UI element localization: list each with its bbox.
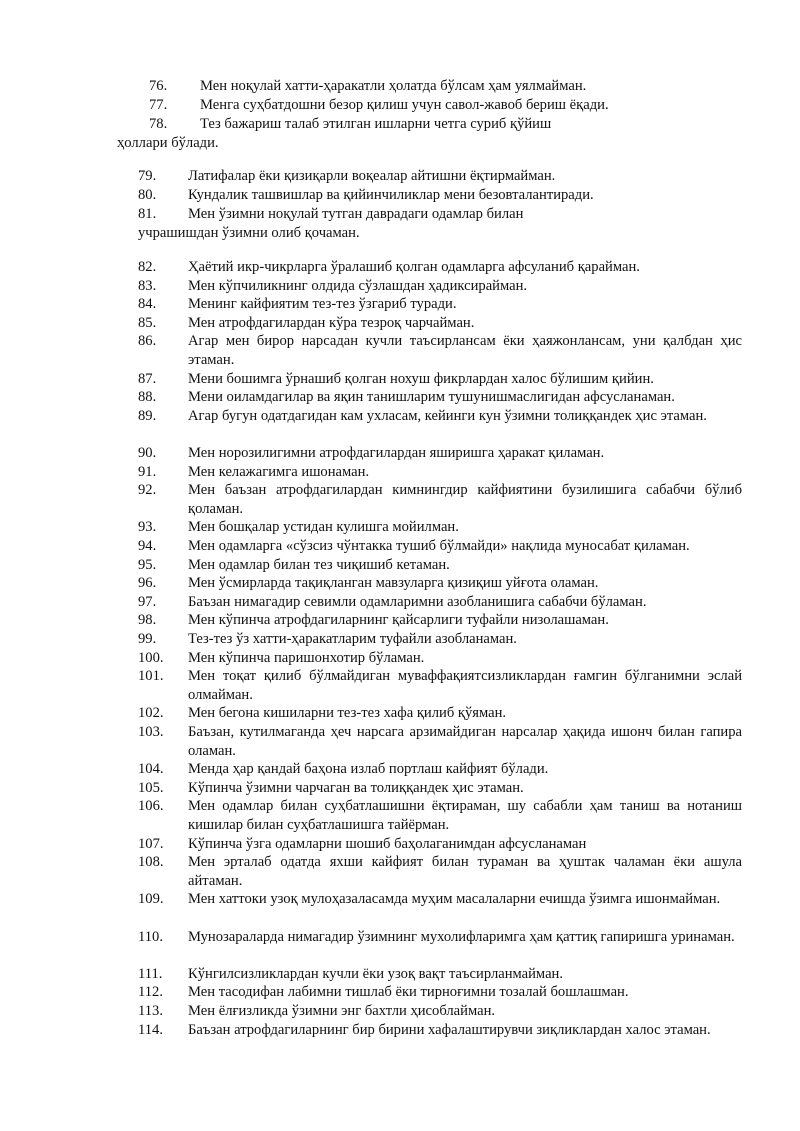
item-text: Баъзан атрофдагиларнинг бир бирини хафалаштирувчи зиқликлардан халос этаман. (188, 1021, 711, 1038)
item-text: Мен кўпчиликнинг олдида сўзлашдан ҳадиксирайман. (188, 277, 528, 294)
item-number: 81. (138, 206, 157, 222)
item-number: 108. (138, 854, 164, 871)
item-text: Тез бажариш талаб этилган ишларни четга суриб қўйиш (200, 116, 552, 132)
item-number: 88. (138, 389, 157, 406)
item-number: 112. (138, 984, 163, 1001)
item-text: Мен одамларга «сўзсиз чўнтакка тушиб бўлмайди» нақлида муносабат қиламан. (188, 538, 690, 554)
item-number: 102. (138, 705, 164, 722)
item-number: 101. (138, 668, 164, 685)
item-number: 107. (138, 835, 164, 852)
item-text: Мен ўзимни ноқулай тутган даврадаги одамлар билан (188, 206, 524, 222)
item-text: Тез-тез ўз хатти-ҳаракатларим туфайли азобланаман. (188, 631, 517, 647)
item-number: 106. (138, 798, 164, 815)
item-text: Мен ёлғизликда ўзимни энг бахтли ҳисоблайман. (188, 1003, 496, 1019)
item-text-continuation: учрашишдан ўзимни олиб қочаман. (138, 225, 360, 241)
item-number: 78. (149, 116, 168, 132)
item-text: Мен одамлар билан тез чиқишиб кетаман. (188, 556, 450, 573)
item-text: Мен кўпинча паришонхотир бўламан. (188, 649, 425, 666)
item-number: 84. (138, 296, 157, 313)
item-text: Мен келажагимга ишонаман. (188, 463, 370, 480)
item-number: 76. (149, 78, 168, 94)
item-number: 83. (138, 277, 157, 294)
item-text: Баъзан, кутилмаганда ҳеч нарсага арзимайдиган нарсалар ҳақида ишонч билан гапира оламан. (188, 724, 742, 759)
item-number: 82. (138, 259, 157, 275)
item-number: 99. (138, 631, 157, 647)
item-number: 80. (138, 187, 157, 203)
item-text: Менга суҳбатдошни безор қилиш учун савол-жавоб бериш ёқади. (200, 97, 609, 113)
item-text: Мен тасодифан лабимни тишлаб ёки тирноғимни тозалай бошлашман. (188, 984, 629, 1001)
item-number: 96. (138, 575, 157, 592)
item-number: 95. (138, 556, 157, 573)
item-number: 109. (138, 891, 164, 908)
item-text: Мен одамлар билан суҳбатлашишни ёқтираман, шу сабабли ҳам таниш ва нотаниш кишилар билан суҳбатлашишга тайёрман. (188, 798, 742, 833)
item-number: 93. (138, 519, 157, 536)
item-text: Кўпинча ўзимни чарчаган ва толиққандек ҳис этаман. (188, 779, 524, 796)
item-text: Мен атрофдагилардан кўра тезроқ чарчайман. (188, 314, 475, 331)
item-number: 90. (138, 445, 157, 461)
item-text: Кўпинча ўзга одамларни шошиб баҳолаганимдан афсусланаман (188, 835, 587, 852)
item-number: 87. (138, 370, 157, 387)
item-number: 94. (138, 538, 157, 554)
item-text: Кўнгилсизликлардан кучли ёки узоқ вақт таъсирланмайман. (188, 965, 564, 982)
item-text: Кундалик ташвишлар ва қийинчиликлар мени безовталантиради. (188, 187, 594, 203)
item-text: Мен эрталаб одатда яхши кайфият билан тураман ва ҳуштак чаламан ёки ашула айтаман. (188, 854, 742, 889)
item-number: 100. (138, 649, 164, 666)
item-number: 103. (138, 724, 164, 740)
item-number: 105. (138, 779, 164, 796)
item-number: 85. (138, 314, 157, 331)
item-text: Баъзан нимагадир севимли одамларимни азобланишига сабабчи бўламан. (188, 593, 647, 610)
item-number: 89. (138, 407, 157, 424)
item-text-continuation: ҳоллари бўлади. (117, 135, 219, 151)
item-text: Мен тоқат қилиб бўлмайдиган муваффақиятсизликлардан ғамгин бўлганимни эслай олмайман. (188, 668, 742, 703)
item-text: Агар мен бирор нарсадан кучли таъсирлансам ёки ҳаяжонлансам, уни қалбдан ҳис этаман. (188, 333, 742, 368)
item-text: Агар бугун одатдагидан кам ухласам, кейинги кун ўзимни толиққандек ҳис этаман. (188, 407, 707, 424)
item-text: Мен бошқалар устидан кулишга мойилман. (188, 519, 459, 536)
item-text: Менинг кайфиятим тез-тез ўзгариб туради. (188, 296, 457, 313)
item-number: 104. (138, 761, 164, 778)
item-number: 114. (138, 1021, 163, 1038)
item-text: Мени оиламдагилар ва яқин танишларим тушунишмаслигидан афсусланаман. (188, 389, 675, 406)
item-text: Мен ноқулай хатти-ҳаракатли ҳолатда бўлсам ҳам уялмайман. (200, 78, 587, 94)
item-text: Мен кўпинча атрофдагиларнинг қайсарлиги туфайли низолашаман. (188, 612, 609, 629)
item-text: Менда ҳар қандай баҳона излаб портлаш кайфият бўлади. (188, 761, 549, 778)
item-number: 113. (138, 1003, 163, 1019)
item-number: 79. (138, 168, 157, 184)
item-text: Мунозараларда нимагадир ўзимнинг мухолифларимга ҳам қаттиқ гапиришга уринаман. (188, 928, 735, 945)
item-number: 97. (138, 593, 157, 610)
item-text: Латифалар ёки қизиқарли воқеалар айтишни ёқтирмайман. (188, 168, 556, 184)
item-text: Мен ўсмирларда тақиқланган мавзуларга қизиқиш уйғота оламан. (188, 575, 599, 592)
item-number: 92. (138, 482, 157, 499)
item-text: Мени бошимга ўрнашиб қолган нохуш фикрлардан халос бўлишим қийин. (188, 370, 654, 387)
item-number: 86. (138, 333, 157, 350)
item-text: Мен норозилигимни атрофдагилардан яширишга ҳаракат қиламан. (188, 445, 605, 461)
item-text: Мен хаттоки узоқ мулоҳазаласамда муҳим масалаларни ечишда ўзимга ишонмайман. (188, 891, 721, 908)
item-text: Мен бегона кишиларни тез-тез хафа қилиб қўяман. (188, 705, 507, 722)
item-number: 111. (138, 965, 163, 982)
item-number: 77. (149, 97, 168, 113)
item-number: 110. (138, 928, 163, 945)
item-number: 91. (138, 463, 157, 480)
item-text: Мен баъзан атрофдагилардан кимнингдир кайфиятини бузилишига сабабчи бўлиб қоламан. (188, 482, 742, 517)
item-text: Ҳаётий икр-чикрларга ўралашиб қолган одамларга афсуланиб қарайман. (188, 259, 640, 275)
item-number: 98. (138, 612, 157, 629)
